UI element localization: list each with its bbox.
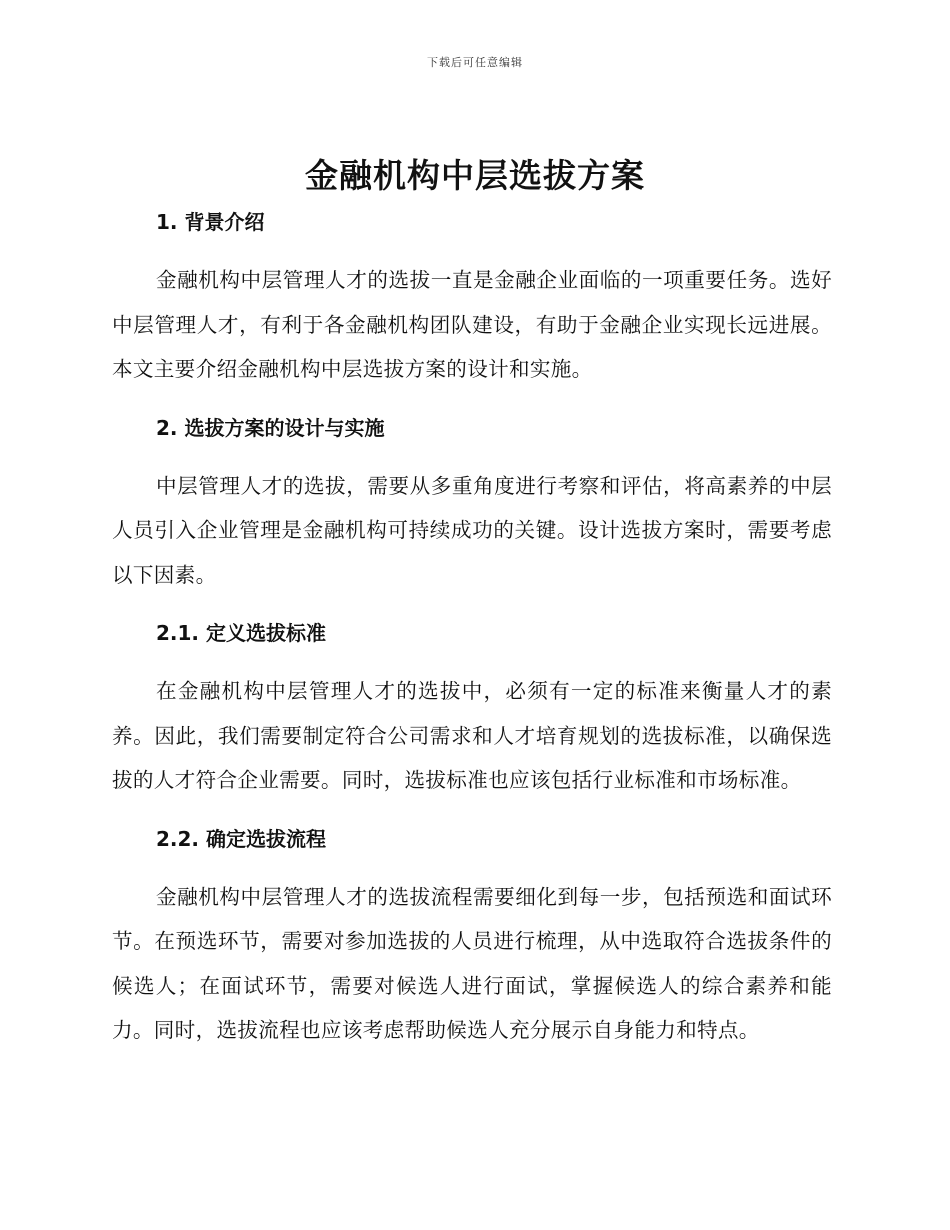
- section-paragraph-process: 金融机构中层管理人才的选拔流程需要细化到每一步，包括预选和面试环节。在预选环节，需要对参加选拔的人员进行梳理，从中选取符合选拔条件的候选人；在面试环节，需要对候选人进行面试，掌握候选人的综合素养和能力。同时，选拔流程也应该考虑帮助候选人充分展示自身能力和特点。: [112, 884, 832, 1042]
- section-paragraph-design: 中层管理人才的选拔，需要从多重角度进行考察和评估，将高素养的中层人员引入企业管理是金融机构可持续成功的关键。设计选拔方案时，需要考虑以下因素。: [112, 473, 832, 587]
- document-body: [112, 200, 832, 1053]
- section-paragraph-background: 金融机构中层管理人才的选拔一直是金融企业面临的一项重要任务。选好中层管理人才，有利于各金融机构团队建设，有助于金融企业实现长远进展。本文主要介绍金融机构中层选拔方案的设计和实施。: [112, 268, 832, 381]
- section-heading-criteria: 2.1. 定义选拔标准: [156, 621, 326, 645]
- section-heading-design: 2. 选拔方案的设计与实施: [156, 415, 385, 440]
- section-paragraph-criteria: 在金融机构中层管理人才的选拔中，必须有一定的标准来衡量人才的素养。因此，我们需要制定符合公司需求和人才培育规划的选拔标准，以确保选拔的人才符合企业需要。同时，选拔标准也应该包括行业标准和市场标准。: [112, 679, 832, 792]
- section-heading-process: 2.2. 确定选拔流程: [156, 826, 326, 851]
- page-header-note: 下载后可任意编辑: [427, 56, 523, 69]
- document-title: 金融机构中层选拔方案: [305, 156, 645, 195]
- section-heading-background: 1. 背景介绍: [156, 210, 265, 234]
